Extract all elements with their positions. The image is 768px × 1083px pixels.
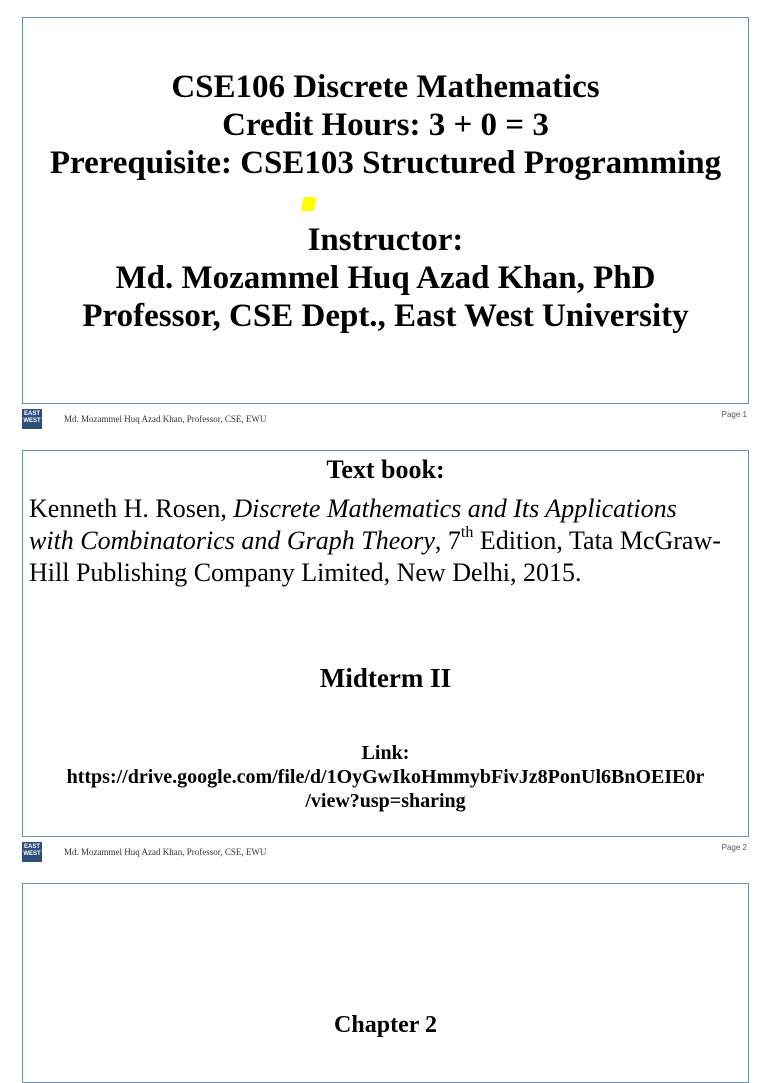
slide-footer-1: [22, 409, 749, 429]
link-block: [23, 741, 748, 813]
footer-author: Md. Mozammel Huq Azad Khan, Professor, CSE, EWU: [64, 847, 267, 857]
instructor-position: Professor, CSE Dept., East West University: [82, 298, 689, 334]
slide-2: [22, 450, 749, 837]
book-title: Discrete Mathematics and Its Applications with Combinatorics and Graph Theory: [29, 494, 677, 555]
midterm-heading: Midterm II: [319, 663, 452, 693]
chapter-heading: Chapter 2: [334, 1012, 437, 1038]
university-logo-icon: EAST WEST: [22, 409, 42, 429]
course-title: CSE106 Discrete Mathematics: [171, 69, 600, 105]
footer-author: Md. Mozammel Huq Azad Khan, Professor, CSE, EWU: [64, 414, 267, 424]
university-logo-icon: EAST WEST: [22, 842, 42, 862]
link-label: Link:: [361, 742, 410, 764]
credit-hours: Credit Hours: 3 + 0 = 3: [222, 107, 549, 143]
instructor-label: Instructor:: [307, 222, 464, 258]
drive-link-continued[interactable]: /view?usp=sharing: [305, 790, 466, 812]
highlight-mark: [301, 197, 316, 211]
instructor-name: Md. Mozammel Huq Azad Khan, PhD: [115, 260, 656, 296]
book-edition: , 7: [434, 526, 461, 555]
course-title-block: [23, 68, 748, 182]
book-publisher: Edition, Tata McGraw-Hill Publishing Company Limited, New Delhi, 2015.: [29, 526, 721, 587]
slide-3: [22, 883, 749, 1083]
book-author: Kenneth H. Rosen,: [29, 494, 234, 523]
slide-footer-2: [22, 842, 749, 862]
prerequisite: Prerequisite: CSE103 Structured Programming: [49, 145, 722, 181]
textbook-heading: Text book:: [326, 455, 445, 484]
slide-1: [22, 17, 749, 404]
edition-superscript: th: [460, 524, 474, 542]
instructor-block: [23, 221, 748, 335]
textbook-citation: [29, 493, 728, 589]
drive-link[interactable]: https://drive.google.com/file/d/1OyGwIkoHmmybFivJz8PonUl6BnOEIE0r: [66, 766, 705, 788]
page-number: Page 2: [721, 843, 747, 852]
page-number: Page 1: [721, 410, 747, 419]
